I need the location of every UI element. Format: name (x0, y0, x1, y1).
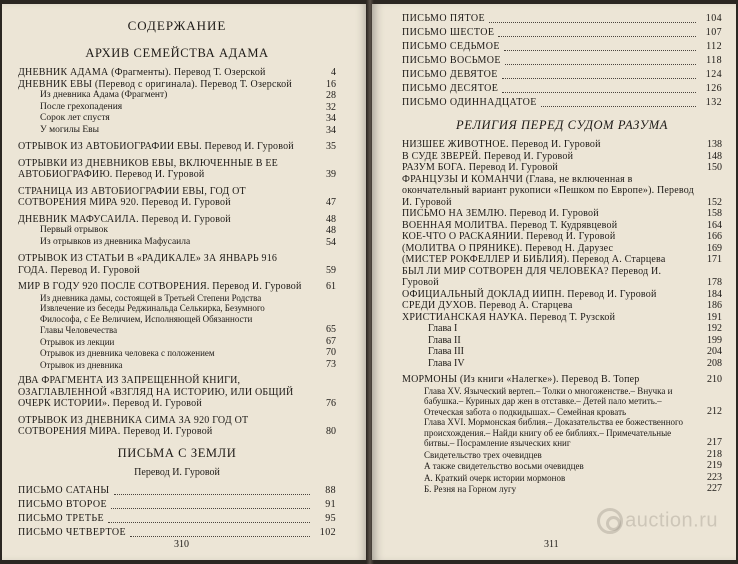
toc-entry-title: (МИСТЕР РОКФЕЛЛЕР И БИБЛИЯ). Перевод А. Старцева (402, 254, 666, 265)
toc-entry (402, 266, 722, 289)
toc-entry-title: Отрывок из лекции (40, 336, 115, 347)
toc-subentry (18, 113, 336, 125)
letter-title: ПИСЬМО САТАНЫ (18, 484, 110, 496)
right-toc-column (402, 12, 722, 495)
toc-entry-title: А. Краткий очерк истории мормонов (424, 472, 566, 483)
toc-entry-page: 199 (707, 334, 722, 346)
toc-entry (18, 415, 336, 438)
toc-entry-page: 34 (326, 124, 336, 136)
toc-entry-page: 4 (331, 67, 336, 78)
letter-page: 91 (325, 498, 336, 510)
toc-entry-title: ФРАНЦУЗЫ И КОМАНЧИ (Глава, не включенная в окончательный вариант рукописи «Пешком по Европе»). Перевод И. Гуровой (402, 173, 694, 208)
toc-entry-title: КОЕ-ЧТО О РАСКАЯНИИ. Перевод И. Гуровой (402, 231, 616, 242)
toc-subentry (18, 125, 336, 137)
toc-entry-page: 48 (326, 213, 336, 225)
toc-entry-page: 204 (707, 346, 722, 357)
toc-chapter (402, 346, 722, 358)
letter-title: ПИСЬМО ДЕСЯТОЕ (402, 83, 499, 94)
toc-entry-title: (МОЛИТВА О ПРЯНИКЕ). Перевод Н. Дарузес (402, 242, 614, 254)
letter-entry (18, 498, 336, 512)
toc-entry (18, 79, 336, 91)
toc-subentry (402, 449, 722, 461)
toc-entry-title: Глава XVI. Мормонская библия.– Доказательства ее божественного происхождения.– Найди книгу об ее библиях.– Примечательные битвы.– Посрамление языческих книг (424, 417, 683, 448)
toc-entry-page: 164 (707, 219, 722, 231)
toc-entry-title: В СУДЕ ЗВЕРЕЙ. Перевод И. Гуровой (402, 150, 574, 162)
toc-entry (402, 312, 722, 324)
toc-entry (402, 300, 722, 312)
toc-subentry (402, 417, 722, 449)
toc-entry (18, 158, 336, 181)
letter-page: 95 (325, 512, 336, 524)
toc-entry-page: 76 (326, 398, 336, 409)
toc-entry-page: 32 (326, 101, 336, 113)
toc-entry (402, 220, 722, 232)
toc-entry-page: 67 (326, 335, 336, 347)
leader-dots (498, 36, 696, 37)
toc-entry-title: Свидетельство трех очевидцев (424, 449, 542, 460)
toc-entry (18, 186, 336, 209)
section-title-religion: РЕЛИГИЯ ПЕРЕД СУДОМ РАЗУМА (456, 118, 668, 132)
letter-page: 88 (325, 484, 336, 496)
toc-entry-title: Отрывок из дневника (40, 359, 123, 370)
toc-entry-title: Из отрывков из дневника Мафусаила (40, 236, 191, 247)
letter-page: 102 (319, 526, 336, 538)
toc-subentry (18, 336, 336, 348)
toc-entry-title: Главы Человечества (40, 325, 118, 335)
letter-title: ПИСЬМО ДЕВЯТОЕ (402, 69, 498, 80)
toc-entry-page: 186 (707, 300, 722, 311)
toc-entry-title: Глава I (428, 323, 458, 334)
leader-dots (504, 50, 696, 51)
toc-entry (402, 139, 722, 151)
page-number-right: 311 (544, 539, 559, 550)
toc-entry-title: ДНЕВНИК МАФУСАИЛА. Перевод И. Гуровой (18, 213, 231, 225)
toc-entry-title: ОТРЫВКИ ИЗ ДНЕВНИКОВ ЕВЫ, ВКЛЮЧЕННЫЕ В ЕЕ АВТОБИОГРАФИЮ. Перевод И. Гуровой (18, 157, 278, 180)
toc-chapter (402, 335, 722, 347)
toc-entry-title: БЫЛ ЛИ МИР СОТВОРЕН ДЛЯ ЧЕЛОВЕКА? Перевод И. Гуровой (402, 265, 662, 288)
toc-entry (402, 289, 722, 301)
toc-entry (18, 253, 336, 276)
toc-entry-title: У могилы Евы (40, 124, 100, 135)
toc-entry-page: 148 (707, 150, 722, 162)
toc-entry-page: 16 (326, 78, 336, 90)
toc-entry-title: РАЗУМ БОГА. Перевод И. Гуровой (402, 162, 558, 173)
toc-subentry (402, 483, 722, 495)
toc-entry-page: 80 (326, 426, 336, 437)
letter-title: ПИСЬМО СЕДЬМОЕ (402, 41, 500, 52)
toc-subentry (402, 472, 722, 484)
toc-entry-page: 138 (707, 139, 722, 150)
leader-dots (502, 92, 696, 93)
toc-entry-page: 152 (707, 196, 722, 208)
toc-entry-title: МОРМОНЫ (Из книги «Налегке»). Перевод В. Топер (402, 374, 640, 385)
toc-entry-title: Глава II (428, 334, 461, 346)
toc-entry-page: 227 (707, 483, 722, 494)
letter-entry (402, 54, 722, 68)
toc-entry-title: ОТРЫВОК ИЗ АВТОБИОГРАФИИ ЕВЫ. Перевод И. Гуровой (18, 141, 294, 152)
toc-entry-title: ПИСЬМО НА ЗЕМЛЮ. Перевод И. Гуровой (402, 208, 599, 219)
toc-entry-title: ОТРЫВОК ИЗ ДНЕВНИКА СИМА ЗА 920 ГОД ОТ СОТВОРЕНИЯ МИРА. Перевод И. Гуровой (18, 414, 249, 437)
leader-dots (541, 106, 696, 107)
toc-entry-page: 150 (707, 162, 722, 173)
toc-entry-page: 210 (707, 374, 722, 385)
letter-entry (402, 96, 722, 110)
leader-dots (502, 78, 696, 79)
section-title-letters: ПИСЬМА С ЗЕМЛИ (117, 445, 237, 460)
section-translator: Перевод И. Гуровой (134, 466, 220, 478)
toc-chapter (402, 323, 722, 335)
toc-entry-title: Глава XV. Языческий вертеп.– Толки о многоженстве.– Внучка и бабушка.– Куриных дар жен в отставке.– Детей пало метить.– Отеческая забота о подкидышах.– Семейная кровать (424, 385, 673, 417)
letter-page: 126 (705, 83, 722, 94)
letter-page: 107 (705, 27, 722, 38)
toc-entry-title: ОФИЦИАЛЬНЫЙ ДОКЛАД ИИПН. Перевод И. Гуровой (402, 288, 657, 300)
letter-entry (402, 12, 722, 26)
watermark-logo-icon (597, 508, 623, 534)
toc-entry-page: 61 (326, 281, 336, 292)
letter-entry (18, 526, 336, 540)
toc-entry-page: 212 (707, 405, 722, 417)
toc-chapter (402, 358, 722, 370)
toc-subentry (18, 303, 336, 324)
toc-entry-title: Извлечение из беседы Реджинальда Селькирка, Безумного Философа, с Ее Величием, Исполняющей Обязанности (40, 303, 265, 324)
toc-entry (402, 374, 722, 386)
toc-entry-page: 158 (707, 208, 722, 219)
toc-entry (402, 162, 722, 174)
toc-entry (402, 243, 722, 255)
toc-entry-title: Б. Резня на Горном лугу (424, 484, 517, 494)
left-page (2, 4, 368, 560)
toc-entry-page: 166 (707, 231, 722, 242)
toc-entry-title: ДВА ФРАГМЕНТА ИЗ ЗАПРЕЩЕННОЙ КНИГИ, ОЗАГЛАВЛЕННОЙ «ВЗГЛЯД НА ИСТОРИЮ, ИЛИ ОБЩИЙ ОЧЕРК ИСТОРИИ». Перевод И. Гуровой (18, 375, 294, 409)
toc-entry-title: Сорок лет спустя (40, 113, 110, 123)
toc-subentry (18, 237, 336, 249)
toc-title: СОДЕРЖАНИЕ (127, 18, 227, 33)
letter-title: ПИСЬМО ТРЕТЬЕ (18, 512, 105, 524)
toc-entry (402, 208, 722, 220)
toc-entry (402, 254, 722, 266)
toc-entry-title: Отрывок из дневника человека с положением (40, 348, 215, 358)
letter-page: 118 (706, 55, 722, 66)
letter-title: ПИСЬМО ЧЕТВЕРТОЕ (18, 526, 126, 538)
leader-dots (108, 522, 310, 523)
toc-subentry (18, 324, 336, 336)
toc-entry-title: НИЗШЕЕ ЖИВОТНОЕ. Перевод И. Гуровой (402, 139, 601, 150)
letter-page: 112 (706, 41, 722, 52)
leader-dots (114, 494, 310, 495)
toc-entry-page: 169 (707, 242, 722, 254)
toc-entry-page: 217 (707, 437, 722, 448)
leader-dots (130, 536, 310, 537)
letter-page: 124 (705, 69, 722, 80)
letter-entry (402, 68, 722, 82)
toc-entry-title: ДНЕВНИК АДАМА (Фрагменты). Перевод Т. Озерской (18, 67, 266, 78)
toc-entry-page: 34 (326, 113, 336, 124)
toc-entry-page: 35 (326, 141, 336, 152)
toc-entry (402, 151, 722, 163)
toc-subentry (402, 460, 722, 472)
toc-entry-page: 191 (707, 311, 722, 323)
toc-entry-page: 73 (326, 358, 336, 370)
letter-entry (18, 484, 336, 498)
toc-entry-title: СТРАНИЦА ИЗ АВТОБИОГРАФИИ ЕВЫ, ГОД ОТ СОТВОРЕНИЯ МИРА 920. Перевод И. Гуровой (18, 185, 246, 208)
toc-entry-page: 39 (326, 169, 336, 180)
leader-dots (489, 22, 696, 23)
toc-entry-page: 219 (707, 460, 722, 471)
watermark-text: auction.ru (625, 509, 718, 532)
letter-title: ПИСЬМО ОДИННАДЦАТОЕ (402, 97, 537, 108)
leader-dots (505, 64, 696, 65)
toc-entry-page: 65 (326, 324, 336, 335)
toc-entry-title: СРЕДИ ДУХОВ. Перевод А. Старцева (402, 300, 573, 311)
toc-entry-title: ОТРЫВОК ИЗ СТАТЬИ В «РАДИКАЛЕ» ЗА ЯНВАРЬ 916 ГОДА. Перевод И. Гуровой (18, 253, 278, 276)
page-number-left: 310 (174, 539, 189, 550)
toc-entry (18, 141, 336, 153)
toc-entry-page: 54 (326, 236, 336, 248)
toc-entry-title: А также свидетельство восьми очевидцев (424, 461, 584, 471)
toc-entry-title: ДНЕВНИК ЕВЫ (Перевод с оригинала). Перевод Т. Озерской (18, 78, 292, 90)
toc-entry-title: Глава IV (428, 357, 465, 369)
auction-watermark (597, 508, 718, 534)
toc-entry-title: Глава III (428, 346, 464, 357)
toc-entry-page: 192 (707, 323, 722, 334)
toc-entry-page: 59 (326, 264, 336, 276)
letter-entry (18, 512, 336, 526)
toc-entry (18, 281, 336, 293)
toc-entry-title: ВОЕННАЯ МОЛИТВА. Перевод Т. Кудрявцевой (402, 219, 618, 231)
letter-title: ПИСЬМО ВТОРОЕ (18, 498, 108, 510)
toc-subentry (18, 90, 336, 102)
toc-subentry (402, 386, 722, 418)
toc-entry (402, 231, 722, 243)
letter-entry (402, 40, 722, 54)
toc-entry-title: Первый отрывок (40, 225, 108, 235)
toc-entry-page: 184 (707, 288, 722, 300)
toc-entry-page: 218 (707, 448, 722, 460)
toc-entry (18, 375, 336, 410)
toc-entry (18, 67, 336, 79)
toc-entry-title: После грехопадения (40, 101, 123, 112)
toc-subentry (18, 293, 336, 304)
letter-entry (402, 82, 722, 96)
toc-entry-page: 47 (326, 197, 336, 208)
toc-subentry (18, 347, 336, 359)
section-title-adam-archive: АРХИВ СЕМЕЙСТВА АДАМА (85, 46, 269, 60)
letter-page: 104 (705, 13, 722, 24)
toc-entry (18, 214, 336, 226)
left-toc-column (18, 12, 336, 540)
letter-title: ПИСЬМО ПЯТОЕ (402, 13, 486, 24)
toc-entry-title: МИР В ГОДУ 920 ПОСЛЕ СОТВОРЕНИЯ. Перевод И. Гуровой (18, 281, 302, 292)
right-page (372, 4, 736, 560)
toc-subentry (18, 102, 336, 114)
letter-page: 132 (705, 97, 722, 108)
letter-title: ПИСЬМО ВОСЬМОЕ (402, 55, 501, 66)
toc-entry (402, 174, 722, 209)
letter-title: ПИСЬМО ШЕСТОЕ (402, 27, 495, 38)
toc-entry-page: 48 (326, 225, 336, 236)
toc-entry-title: Из дневника дамы, состоящей в Третьей Степени Родства (40, 292, 262, 303)
letter-entry (402, 26, 722, 40)
toc-entry-title: ХРИСТИАНСКАЯ НАУКА. Перевод Т. Рузской (402, 311, 616, 323)
toc-entry-page: 208 (707, 357, 722, 369)
toc-entry-page: 178 (707, 277, 722, 288)
toc-entry-page: 70 (326, 347, 336, 358)
toc-entry-page: 171 (707, 254, 722, 265)
toc-subentry (18, 225, 336, 237)
toc-entry-title: Из дневника Адама (Фрагмент) (40, 90, 168, 100)
toc-entry-page: 28 (326, 90, 336, 101)
toc-subentry (18, 359, 336, 371)
leader-dots (111, 508, 310, 509)
toc-entry-page: 223 (707, 471, 722, 483)
